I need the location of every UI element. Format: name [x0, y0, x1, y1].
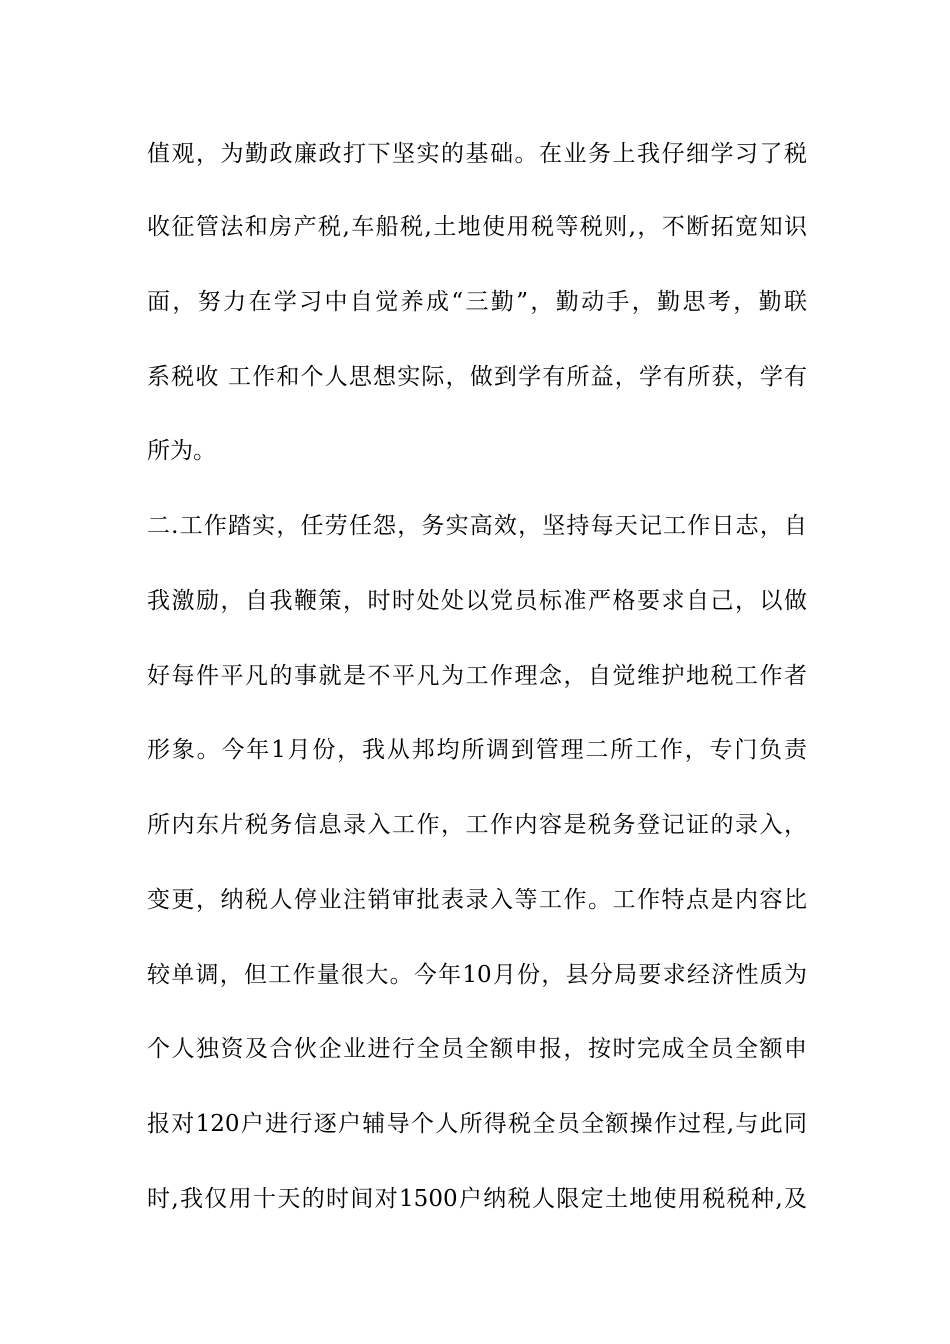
- text-line: 形象。今年1月份，我从邦均所调到管理二所工作，专门负责: [147, 737, 807, 763]
- text-line: 所内东片税务信息录入工作，工作内容是税务登记证的录入，: [147, 812, 807, 838]
- text-line: 我激励，自我鞭策，时时处处以党员标准严格要求自己，以做: [147, 588, 807, 614]
- text-line: 变更，纳税人停业注销审批表录入等工作。工作特点是内容比: [147, 887, 807, 913]
- text-line: 报对120户进行逐户辅导个人所得税全员全额操作过程,与此同: [147, 1111, 807, 1137]
- text-line: 系税收 工作和个人思想实际，做到学有所益，学有所获，学有: [147, 364, 807, 390]
- text-line: 时,我仅用十天的时间对1500户纳税人限定土地使用税税种,及: [147, 1186, 807, 1212]
- text-line: 所为。: [147, 438, 216, 464]
- text-line: 个人独资及合伙企业进行全员全额申报，按时完成全员全额申: [147, 1036, 807, 1062]
- text-line: 面，努力在学习中自觉养成“三勤”，勤动手，勤思考，勤联: [147, 289, 807, 315]
- text-line: 好每件平凡的事就是不平凡为工作理念，自觉维护地税工作者: [147, 663, 807, 689]
- text-line: 较单调，但工作量很大。今年10月份，县分局要求经济性质为: [147, 962, 807, 988]
- text-line: 收征管法和房产税,车船税,土地使用税等税则,，不断拓宽知识: [147, 214, 807, 240]
- text-line: 值观，为勤政廉政打下坚实的基础。在业务上我仔细学习了税: [147, 141, 807, 167]
- text-line: 二.工作踏实，任劳任怨，务实高效，坚持每天记工作日志，自: [147, 513, 807, 539]
